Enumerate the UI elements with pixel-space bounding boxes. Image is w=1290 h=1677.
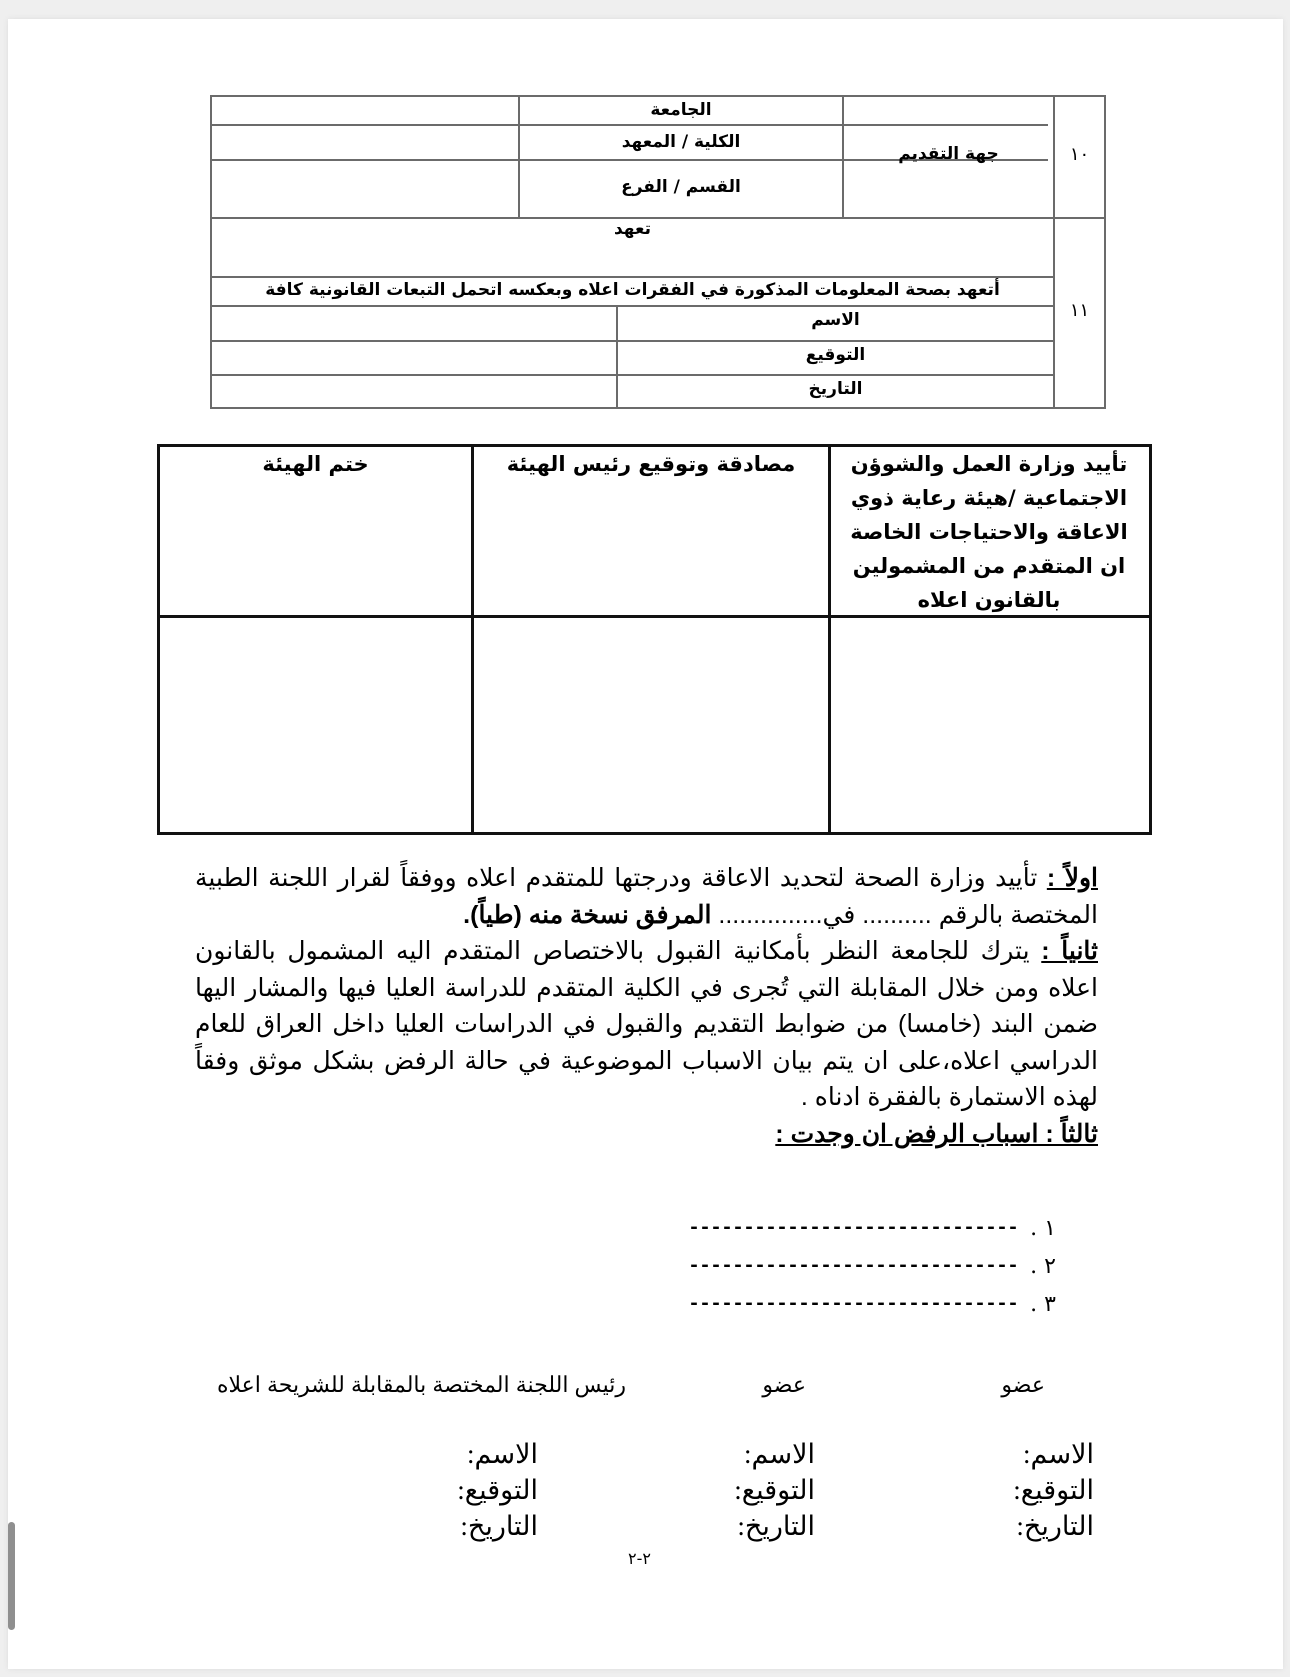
department-input[interactable]	[212, 161, 518, 217]
page-number: ٢-٢	[628, 1549, 651, 1568]
seal-cell[interactable]	[160, 618, 471, 832]
conditions-paragraph	[195, 860, 1098, 1152]
ministry-approval-header: تأييد وزارة العمل والشوؤن الاجتماعية /هيئة رعاية ذوي الاعاقة والاحتياجات الخاصة ان المتقدم من المشمولين بالقانون اعلاه	[850, 452, 1128, 612]
chairman-approval-header: مصادقة وتوقيع رئيس الهيئة	[506, 452, 796, 476]
member-2-title: عضو	[762, 1372, 806, 1397]
field-university: الجامعة	[650, 100, 712, 120]
reason-number: ٢ .	[1030, 1254, 1056, 1279]
date-input[interactable]	[212, 376, 616, 407]
name-label: الاسم:	[744, 1439, 815, 1469]
pledge-title: تعهد	[613, 219, 652, 239]
first-text: تأييد وزارة الصحة لتحديد الاعاقة ودرجتها للمتقدم اعلاه ووفقاً لقرار اللجنة الطبية المختصة بالرقم .......... في...............	[195, 864, 1098, 929]
first-bold-text: المرفق نسخة منه (طياً).	[463, 900, 712, 929]
member-1-title: عضو	[1001, 1372, 1045, 1397]
first-label: اولاً :	[1046, 864, 1098, 892]
second-label: ثانياً :	[1041, 937, 1098, 965]
signature-label: التوقيع:	[1013, 1475, 1094, 1505]
member-1-signature-block	[1013, 1436, 1094, 1544]
rejection-reasons-list	[686, 1210, 1056, 1324]
university-input[interactable]	[212, 97, 518, 124]
chair-signature-block	[457, 1436, 538, 1544]
reason-row[interactable]	[686, 1210, 1056, 1248]
second-text: يترك للجامعة النظر بأمكانية القبول بالاختصاص المتقدم اليه المشمول بالقانون اعلاه ومن خلال المقابلة التي تُجرى في الكلية المتقدم للدراسة العليا فيها والمشار اليها ضمن البند (خامسا) من ضوابط التقديم والقبول في الدراسات العليا داخل العراق للعام الدراسي اعلاه،على ان يتم بيان الاسباب الموضوعية في حالة الرفض بشكل موثق وفقاً لهذه الاستمارة بالفقرة ادناه .	[195, 937, 1098, 1111]
committee-chair-title: رئيس اللجنة المختصة بالمقابلة للشريحة اعلاه	[216, 1372, 626, 1397]
reason-blank[interactable]: ------------------------------	[687, 1217, 1018, 1240]
reason-row[interactable]	[686, 1248, 1056, 1286]
field-signature: التوقيع	[805, 345, 866, 365]
chairman-signature-cell[interactable]	[474, 618, 828, 832]
field-name: الاسم	[811, 310, 860, 330]
date-label: التاريخ:	[737, 1511, 815, 1541]
row-10-label: جهة التقديم	[898, 144, 999, 164]
date-label: التاريخ:	[460, 1511, 538, 1541]
member-2-signature-block	[734, 1436, 815, 1544]
date-label: التاريخ:	[1016, 1511, 1094, 1541]
signature-input[interactable]	[212, 342, 616, 374]
ministry-approval-cell[interactable]	[831, 618, 1149, 832]
name-label: الاسم:	[1023, 1439, 1094, 1469]
reason-number: ٣ .	[1030, 1292, 1056, 1317]
reason-blank[interactable]: ------------------------------	[687, 1255, 1018, 1278]
college-input[interactable]	[212, 126, 518, 159]
row-10-number: ١٠	[1069, 144, 1090, 165]
row-11-number: ١١	[1069, 300, 1090, 321]
signature-label: التوقيع:	[734, 1475, 815, 1505]
vertical-scrollbar[interactable]	[8, 1522, 15, 1630]
third-label: ثالثاً : اسباب الرفض ان وجدت :	[775, 1119, 1098, 1148]
name-input[interactable]	[212, 307, 616, 340]
applicant-form-table	[210, 95, 1106, 409]
field-date: التاريخ	[808, 379, 863, 399]
pledge-statement: أتعهد بصحة المعلومات المذكورة في الفقرات اعلاه وبعكسه اتحمل التبعات القانونية كافة	[265, 280, 1000, 300]
reason-number: ١ .	[1030, 1216, 1056, 1241]
field-college: الكلية / المعهد	[621, 132, 741, 152]
approval-table	[157, 444, 1152, 835]
field-department: القسم / الفرع	[621, 177, 741, 197]
reason-row[interactable]	[686, 1286, 1056, 1324]
reason-blank[interactable]: ------------------------------	[687, 1293, 1018, 1316]
signature-label: التوقيع:	[457, 1475, 538, 1505]
seal-header: ختم الهيئة	[262, 452, 369, 476]
name-label: الاسم:	[467, 1439, 538, 1469]
